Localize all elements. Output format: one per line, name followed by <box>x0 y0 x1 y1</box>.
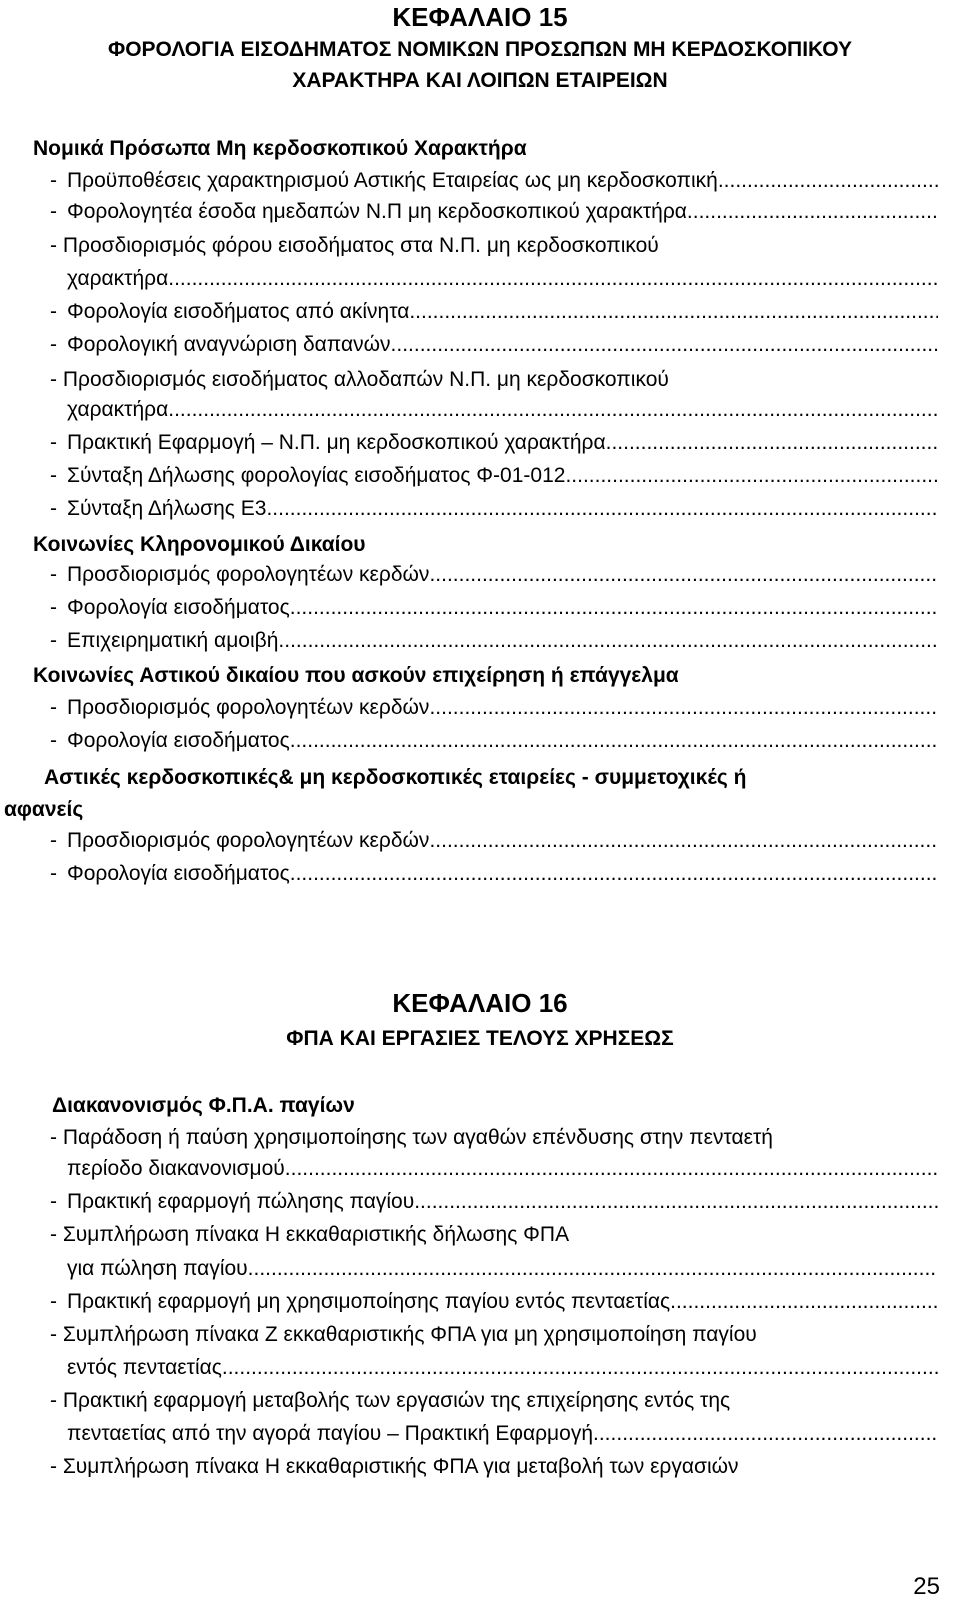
toc-entry: - Προσδιορισμός φόρου εισοδήματος στα Ν.Π. μη κερδοσκοπικού <box>50 234 659 257</box>
toc-entry-continuation: για πώληση παγίου ..... <box>67 1257 938 1287</box>
toc-entry: - Προσδιορισμός φορολογητέων κερδών ..... <box>50 696 938 726</box>
toc-entry-continuation: περίοδο διακανονισμού ..... <box>67 1157 938 1187</box>
toc-entry: - Πρακτική εφαρμογή πώλησης παγίου ..... <box>50 1190 938 1220</box>
toc-entry: - Σύνταξη Δήλωσης Ε3 ..... <box>50 497 938 527</box>
toc-entry: - Φορολογία εισοδήματος από ακίνητα ..... <box>50 300 938 330</box>
toc-entry: - Συμπλήρωση πίνακα Ζ εκκαθαριστικής ΦΠΑ για μη χρησιμοποίηση παγίου <box>50 1323 757 1346</box>
toc-entry-continuation: χαρακτήρα ..... <box>67 398 938 428</box>
section-heading: Αστικές κερδοσκοπικές& μη κερδοσκοπικές εταιρείες - συμμετοχικές ή <box>44 766 747 789</box>
section-heading: Νομικά Πρόσωπα Μη κερδοσκοπικού Χαρακτήρα <box>33 137 527 160</box>
chapter-15-subtitle-line1: ΦΟΡΟΛΟΓΙΑ ΕΙΣΟΔΗΜΑΤΟΣ ΝΟΜΙΚΩΝ ΠΡΟΣΩΠΩΝ ΜΗ ΚΕΡΔΟΣΚΟΠΙΚΟΥ <box>107 38 853 61</box>
chapter-15-title: ΚΕΦΑΛΑΙΟ 15 <box>392 2 568 32</box>
toc-entry: - Φορολογία εισοδήματος ..... <box>50 862 938 892</box>
section-heading: Κοινωνίες Κληρονομικού Δικαίου <box>33 533 366 556</box>
toc-entry: - Συμπλήρωση πίνακα Η εκκαθαριστικής δήλωσης ΦΠΑ <box>50 1223 570 1246</box>
toc-entry: - Παράδοση ή παύση χρησιμοποίησης των αγαθών επένδυσης στην πενταετή <box>50 1126 773 1149</box>
section-heading: Κοινωνίες Αστικού δικαίου που ασκούν επιχείρηση ή επάγγελμα <box>33 664 679 687</box>
toc-entry: - Φορολογητέα έσοδα ημεδαπών Ν.Π μη κερδοσκοπικού χαρακτήρα ..... <box>50 200 938 230</box>
toc-entry-continuation: πενταετίας από την αγορά παγίου – Πρακτική Εφαρμογή ..... <box>67 1422 938 1452</box>
toc-entry: - Προσδιορισμός φορολογητέων κερδών ..... <box>50 829 938 859</box>
chapter-16-subtitle: ΦΠΑ ΚΑΙ ΕΡΓΑΣΙΕΣ ΤΕΛΟΥΣ ΧΡΗΣΕΩΣ <box>286 1027 674 1050</box>
toc-entry: - Προϋποθέσεις χαρακτηρισμού Αστικής Εταιρείας ως μη κερδοσκοπική ..... <box>50 169 938 199</box>
toc-entry-continuation: χαρακτήρα ..... <box>67 267 938 297</box>
toc-entry: - Φορολογία εισοδήματος ..... <box>50 729 938 759</box>
toc-entry: - Προσδιορισμός εισοδήματος αλλοδαπών Ν.Π. μη κερδοσκοπικού <box>50 368 669 391</box>
toc-entry: - Προσδιορισμός φορολογητέων κερδών ..... <box>50 563 938 593</box>
chapter-16-title: ΚΕΦΑΛΑΙΟ 16 <box>392 988 568 1018</box>
section-heading-continuation: αφανείς <box>4 798 84 821</box>
page-number: 25 <box>913 1573 940 1600</box>
toc-entry: - Επιχειρηματική αμοιβή ..... <box>50 629 938 659</box>
chapter-15-subtitle-line2: ΧΑΡΑΚΤΗΡΑ ΚΑΙ ΛΟΙΠΩΝ ΕΤΑΙΡΕΙΩΝ <box>292 69 668 92</box>
toc-entry: - Σύνταξη Δήλωσης φορολογίας εισοδήματος Φ-01-012 ..... <box>50 464 938 494</box>
toc-entry: - Πρακτική εφαρμογή μη χρησιμοποίησης παγίου εντός πενταετίας ..... <box>50 1290 938 1320</box>
toc-entry: - Φορολογική αναγνώριση δαπανών ..... <box>50 333 938 363</box>
section-heading: Διακανονισμός Φ.Π.Α. παγίων <box>52 1094 355 1117</box>
toc-entry: - Πρακτική Εφαρμογή – Ν.Π. μη κερδοσκοπικού χαρακτήρα ..... <box>50 431 938 461</box>
toc-entry: - Πρακτική εφαρμογή μεταβολής των εργασιών της επιχείρησης εντός της <box>50 1389 731 1412</box>
toc-entry-continuation: εντός πενταετίας ..... <box>67 1356 938 1386</box>
toc-entry: - Συμπλήρωση πίνακα Η εκκαθαριστικής ΦΠΑ για μεταβολή των εργασιών <box>50 1455 739 1478</box>
toc-entry: - Φορολογία εισοδήματος ..... <box>50 596 938 626</box>
